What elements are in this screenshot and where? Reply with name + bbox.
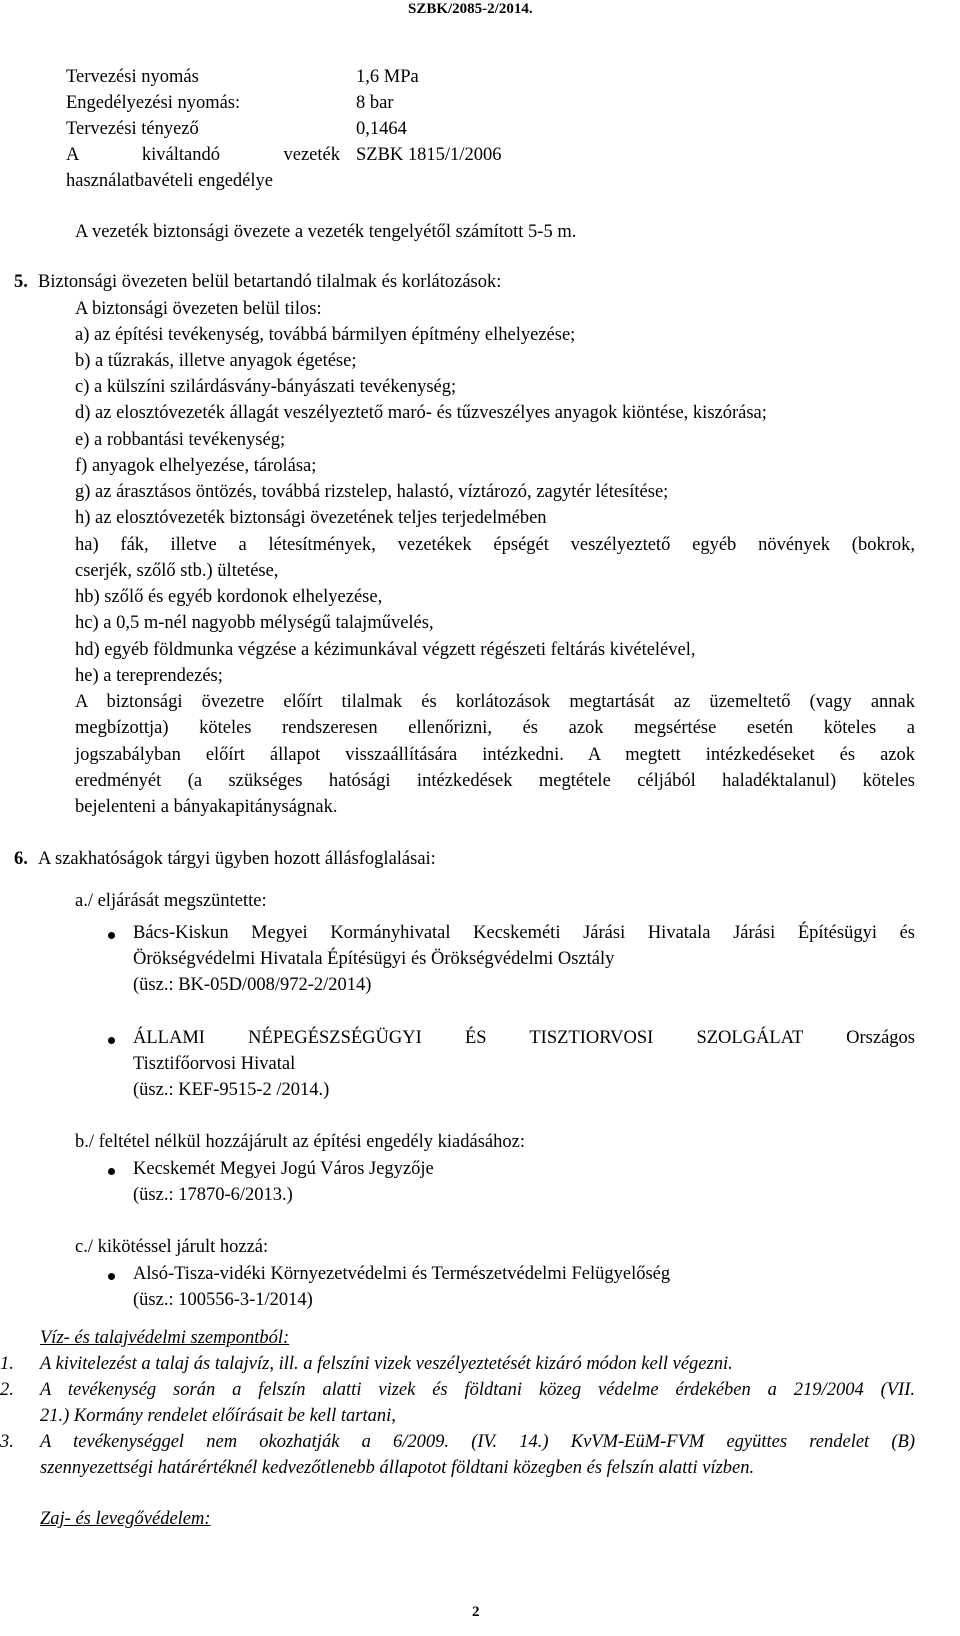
list-item: b) a tűzrakás, illetve anyagok égetése;: [75, 351, 357, 371]
subsection-title: c./ kikötéssel járult hozzá:: [75, 1237, 269, 1257]
list-item: a) az építési tevékenység, továbbá bármilyen építmény elhelyezése;: [75, 325, 576, 345]
list-item: hc) a 0,5 m-nél nagyobb mélységű talajművelés,: [75, 613, 434, 633]
list-item-continued: cserjék, szőlő stb.) ültetése,: [75, 561, 279, 581]
water-item-text: A kivitelezést a talaj ás talajvíz, ill. a felszíni vizek veszélyeztetését kizáró módon kell végezni.: [40, 1354, 733, 1374]
paragraph-line: bejelenteni a bányakapitányságnak.: [75, 797, 338, 817]
list-item: hd) egyéb földmunka végzése a kézimunkával végzett régészeti feltárás kivételével,: [75, 640, 696, 660]
water-item-text: A tevékenységgel nem okozhatják a 6/2009. (IV. 14.) KvVM-EüM-FVM együttes rendelet (B): [40, 1432, 915, 1452]
case-number: (üsz.: BK-05D/008/972-2/2014): [133, 975, 372, 995]
water-item-number: 2.: [0, 1380, 14, 1400]
paragraph-line: jogszabályban előírt állapot visszaállítására intézkedni. A megtett intézkedéseket és azok: [75, 745, 915, 765]
water-item-number: 1.: [0, 1354, 14, 1374]
spec-value: SZBK 1815/1/2006: [356, 145, 502, 165]
water-section-heading: Víz- és talajvédelmi szempontból:: [40, 1328, 290, 1348]
list-item: hb) szőlő és egyéb kordonok elhelyezése,: [75, 587, 383, 607]
authority-name: ÁLLAMI NÉPEGÉSZSÉGÜGYI ÉS TISZTIORVOSI SZOLGÁLAT Országos: [133, 1028, 915, 1048]
list-item: f) anyagok elhelyezése, tárolása;: [75, 456, 317, 476]
authority-name: Bács-Kiskun Megyei Kormányhivatal Kecskeméti Járási Hivatala Járási Építésügyi és: [133, 923, 915, 943]
safety-zone-text: A vezeték biztonsági övezete a vezeték tengelyétől számított 5-5 m.: [75, 222, 577, 242]
section-number: 6.: [14, 849, 28, 869]
spec-value: 8 bar: [356, 93, 394, 113]
spec-label: A kiváltandó vezeték: [66, 145, 340, 165]
subsection-title: b./ feltétel nélkül hozzájárult az építési engedély kiadásához:: [75, 1132, 525, 1152]
spec-label: Tervezési nyomás: [66, 67, 199, 87]
section-intro: A biztonsági övezeten belül tilos:: [75, 299, 322, 319]
bullet-icon: [108, 1037, 115, 1044]
section-number: 5.: [14, 272, 28, 292]
bullet-icon: [108, 1168, 115, 1175]
list-item: d) az elosztóvezeték állagát veszélyeztető maró- és tűzveszélyes anyagok kiöntése, kiszórása;: [75, 403, 767, 423]
list-item: c) a külszíni szilárdásvány-bányászati tevékenység;: [75, 377, 457, 397]
authority-name-continued: Örökségvédelmi Hivatala Építésügyi és Örökségvédelmi Osztály: [133, 949, 615, 969]
authority-name: Alsó-Tisza-vidéki Környezetvédelmi és Természetvédelmi Felügyelőség: [133, 1264, 671, 1284]
section-title: Biztonsági övezeten belül betartandó tilalmak és korlátozások:: [38, 272, 502, 292]
paragraph-line: A biztonsági övezetre előírt tilalmak és korlátozások megtartását az üzemeltető (vagy annak: [75, 692, 915, 712]
paragraph-line: eredményét (a szükséges hatósági intézkedések megtétele céljából haladéktalanul) köteles: [75, 771, 915, 791]
list-item: e) a robbantási tevékenység;: [75, 430, 286, 450]
spec-value: 0,1464: [356, 119, 407, 139]
spec-label: Engedélyezési nyomás:: [66, 93, 241, 113]
authority-name-continued: Tisztifőorvosi Hivatal: [133, 1054, 296, 1074]
document-reference: SZBK/2085-2/2014.: [408, 1, 533, 17]
bullet-icon: [108, 932, 115, 939]
bullet-icon: [108, 1273, 115, 1280]
case-number: (üsz.: 100556-3-1/2014): [133, 1290, 313, 1310]
case-number: (üsz.: KEF-9515-2 /2014.): [133, 1080, 330, 1100]
spec-label-continued: használatbavételi engedélye: [66, 171, 273, 191]
spec-value: 1,6 MPa: [356, 67, 419, 87]
list-item: g) az árasztásos öntözés, továbbá rizstelep, halastó, víztározó, zagytér létesítése;: [75, 482, 669, 502]
authority-name: Kecskemét Megyei Jogú Város Jegyzője: [133, 1159, 434, 1179]
subsection-title: a./ eljárását megszüntette:: [75, 891, 267, 911]
paragraph-line: megbízottja) köteles rendszeresen ellenőrizni, és azok megsértése esetén köteles a: [75, 718, 915, 738]
list-item: ha) fák, illetve a létesítmények, vezetékek épségét veszélyeztető egyéb növények (bokrok,: [75, 535, 915, 555]
noise-section-heading: Zaj- és levegővédelem:: [40, 1509, 211, 1529]
water-item-text: A tevékenység során a felszín alatti vizek és földtani közeg védelme érdekében a 219/2004 (VII.: [40, 1380, 915, 1400]
spec-label: Tervezési tényező: [66, 119, 199, 139]
page-number: 2: [472, 1604, 480, 1620]
water-item-text: szennyezettségi határértéknél kedvezőtlenebb állapotot földtani közegben és felszín alatti vízben.: [40, 1458, 755, 1478]
list-item: he) a tereprendezés;: [75, 666, 223, 686]
water-item-text: 21.) Kormány rendelet előírásait be kell tartani,: [40, 1406, 396, 1426]
water-item-number: 3.: [0, 1432, 14, 1452]
section-title: A szakhatóságok tárgyi ügyben hozott állásfoglalásai:: [38, 849, 436, 869]
list-item: h) az elosztóvezeték biztonsági övezetének teljes terjedelmében: [75, 508, 547, 528]
case-number: (üsz.: 17870-6/2013.): [133, 1185, 293, 1205]
